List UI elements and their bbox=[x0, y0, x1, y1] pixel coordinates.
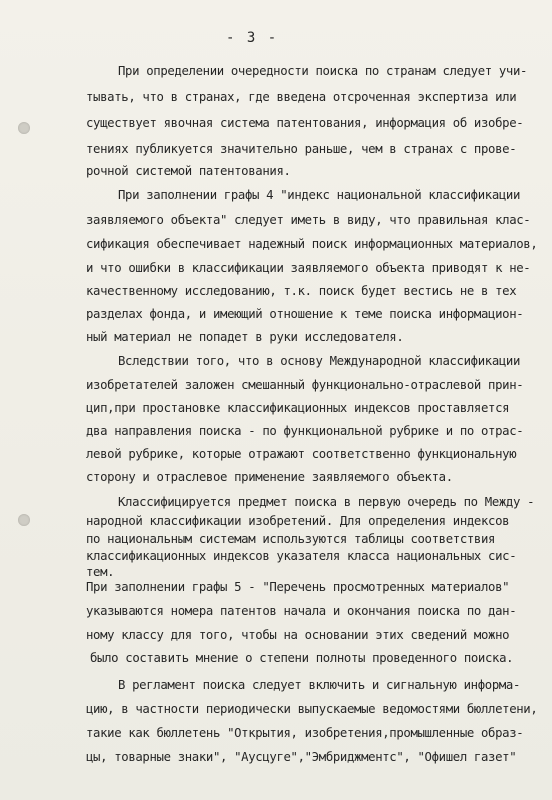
text-line: В регламент поиска следует включить и сигнальную информа- bbox=[118, 678, 521, 692]
text-line: тывать, что в странах, где введена отсроченная экспертиза или bbox=[86, 90, 517, 104]
text-line: сификация обеспечивает надежный поиск информационных материалов, bbox=[86, 237, 538, 251]
text-line: разделах фонда, и имеющий отношение к теме поиска информацион- bbox=[86, 307, 524, 321]
text-line: цию, в частности периодически выпускаемые ведомостями бюллетени, bbox=[86, 702, 538, 716]
text-line: тениях публикуется значительно раньше, чем в странах с прове- bbox=[86, 142, 517, 156]
text-line: тем. bbox=[86, 565, 115, 579]
text-line: изобретателей заложен смешанный функционально-отраслевой прин- bbox=[86, 378, 524, 392]
text-line: ному классу для того, чтобы на основании этих сведений можно bbox=[86, 628, 510, 642]
text-line: Классифицируется предмет поиска в первую очередь по Между - bbox=[118, 495, 535, 509]
text-line: указываются номера патентов начала и окончания поиска по дан- bbox=[86, 604, 517, 618]
text-line: два направления поиска - по функциональной рубрике и по отрас- bbox=[86, 424, 524, 438]
text-line: рочной системой патентования. bbox=[86, 164, 291, 178]
text-line: заявляемого объекта" следует иметь в виду, что правильная клас- bbox=[86, 213, 531, 227]
page-number: - 3 - bbox=[226, 30, 279, 46]
text-line: народной классификации изобретений. Для определения индексов bbox=[86, 514, 510, 528]
text-line: и что ошибки в классификации заявляемого объекта приводят к не- bbox=[86, 261, 531, 275]
text-line: классификационных индексов указателя класса национальных сис- bbox=[86, 549, 517, 563]
text-line: по национальным системам используются таблицы соответствия bbox=[86, 532, 496, 546]
text-line: было составить мнение о степени полноты проведенного поиска. bbox=[90, 651, 514, 665]
text-line: ный материал не попадет в руки исследователя. bbox=[86, 330, 404, 344]
text-line: Вследствии того, что в основу Международной классификации bbox=[118, 354, 521, 368]
text-line: цип,при простановке классификационных индексов проставляется bbox=[86, 401, 510, 415]
text-line: При определении очередности поиска по странам следует учи- bbox=[118, 64, 528, 78]
text-line: сторону и отраслевое применение заявляемого объекта. bbox=[86, 470, 453, 484]
text-line: левой рубрике, которые отражают соответственно функциональную bbox=[86, 447, 517, 461]
text-line: цы, товарные знаки", "Аусцуге","Эмбриджментс", "Офишел газет" bbox=[86, 750, 517, 764]
text-line: При заполнении графы 5 - "Перечень просмотренных материалов" bbox=[86, 580, 510, 594]
text-line: качественному исследованию, т.к. поиск будет вестись не в тех bbox=[86, 284, 517, 298]
text-line: При заполнении графы 4 "индекс национальной классификации bbox=[118, 188, 521, 202]
text-line: существует явочная система патентования, информация об изобре- bbox=[86, 116, 524, 130]
text-line: такие как бюллетень "Открытия, изобретения,промышленные образ- bbox=[86, 726, 524, 740]
